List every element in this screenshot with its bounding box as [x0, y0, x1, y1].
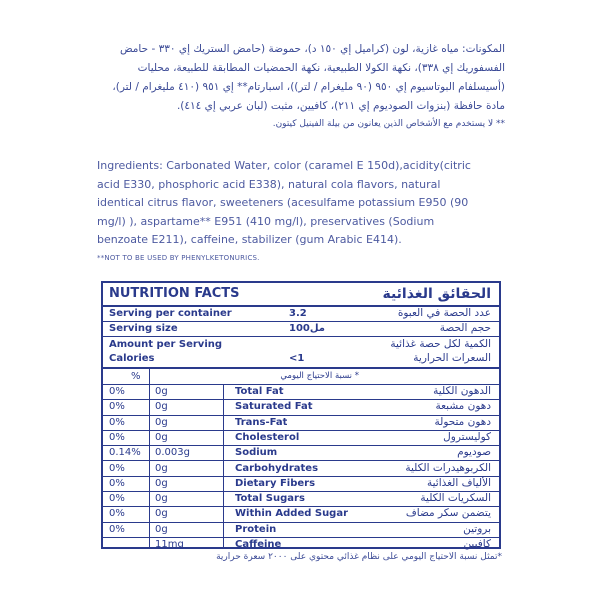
nutrient-row — [103, 430, 499, 446]
english-ingredients-line: identical citrus flavor, sweeteners (acesulfame potassium E950 (90 — [97, 196, 469, 209]
english-ingredients-line: acid E330, phosphoric acid E338), natural cola flavors, natural — [97, 177, 441, 191]
nutrient-amount: 0.003g — [155, 447, 190, 459]
nutrition-title-arabic: الحقائق الغذائية — [382, 286, 491, 302]
nutrient-name: Carbohydrates — [235, 462, 319, 474]
nutrient-name: Caffeine — [235, 539, 282, 550]
nutrient-name: Total Fat — [235, 386, 284, 397]
nutrient-amount: 0g — [155, 401, 168, 413]
nutrient-name: Protein — [235, 523, 277, 535]
percent-header-row — [103, 369, 499, 385]
nutrient-amount: 0g — [155, 416, 168, 428]
nutrient-name: Dietary Fibers — [235, 477, 316, 489]
calories-row — [103, 337, 499, 369]
column-divider — [223, 384, 224, 547]
column-divider — [149, 369, 150, 547]
nutrient-amount: 11mg — [155, 539, 184, 550]
nutrient-name-arabic: دهون متحولة — [434, 415, 491, 428]
percent-header: % — [131, 371, 141, 382]
nutrient-name-arabic: دهون مشبعة — [435, 400, 491, 413]
nutrient-name: Within Added Sugar — [235, 508, 349, 520]
serving-size-label-arabic: حجم الحصة — [439, 322, 491, 334]
nutrient-name-arabic: الدهون الكلية — [433, 385, 491, 397]
nutrient-amount: 0g — [155, 477, 168, 489]
nutrient-name-arabic: الكربوهيدرات الكلية — [405, 461, 491, 474]
nutrient-name-arabic: صوديوم — [457, 446, 491, 459]
nutrient-amount: 0g — [155, 462, 168, 474]
nutrient-name-arabic: السكريات الكلية — [420, 492, 491, 505]
nutrient-percent: 0% — [109, 493, 125, 505]
calories-label-arabic: السعرات الحرارية — [413, 352, 491, 364]
arabic-ingredients-line: المكونات: مياه غازية، لون (كراميل إي ١٥٠ د)، حموضة (حامض الستريك إي ٣٣٠ - حامض — [119, 43, 505, 55]
nutrient-name-arabic: الألياف الغذائية — [426, 476, 491, 489]
percent-header-arabic: * نسبة الاحتياج اليومي — [280, 371, 359, 381]
nutrient-amount: 0g — [155, 431, 168, 443]
nutrient-percent: 0% — [109, 477, 125, 489]
nutrient-amount: 0g — [155, 523, 168, 535]
english-ingredients — [97, 157, 505, 264]
arabic-ingredients-line: مادة حافظة (بنزوات الصوديوم إي ٢١١)، كافيين، مثبت (لبان عربي إي ٤١٤). — [176, 100, 505, 112]
nutrition-title: NUTRITION FACTS — [109, 286, 240, 301]
english-ingredients-line: benzoate E211), caffeine, stabilizer (gum Arabic E414). — [97, 233, 402, 246]
servings-label-arabic: عدد الحصة في العبوة — [397, 307, 491, 319]
nutrient-name-arabic: بروتين — [463, 522, 491, 535]
serving-size-label: Serving size — [109, 323, 178, 334]
nutrient-amount: 0g — [155, 386, 168, 397]
serving-size-value: 100مل — [289, 323, 325, 334]
nutrient-percent: 0% — [109, 416, 125, 428]
nutrient-row — [103, 399, 499, 415]
servings-value: 3.2 — [289, 308, 307, 319]
nutrient-row — [103, 384, 499, 400]
nutrient-percent: 0% — [109, 462, 125, 474]
nutrient-row — [103, 461, 499, 477]
nutrient-row — [103, 445, 499, 461]
nutrient-amount: 0g — [155, 493, 168, 505]
arabic-ingredients-line: (أسيسلفام البوتاسيوم إي ٩٥٠ (٩٠ مليغرام / لتر))، اسبارتام** إي ٩٥١ (٤١٠ مليغرام / لتر)، — [112, 81, 505, 93]
amount-per-serving-arabic: الكمية لكل حصة غذائية — [390, 338, 491, 350]
nutrient-name: Saturated Fat — [235, 401, 313, 413]
serving-size-row — [103, 321, 499, 337]
nutrient-percent: 0% — [109, 386, 125, 397]
nutrient-name-arabic: كوليسترول — [443, 430, 491, 443]
nutrient-percent: 0% — [109, 523, 125, 535]
daily-value-footnote: *تمثل نسبة الاحتياج اليومي على نظام غذائي محتوي على ٢٠٠٠ سعرة حرارية — [216, 552, 502, 562]
nutrient-percent: 0% — [109, 431, 125, 443]
nutrient-amount: 0g — [155, 508, 168, 520]
nutrient-name: Trans-Fat — [235, 416, 288, 428]
nutrient-row — [103, 506, 499, 522]
nutrition-facts-panel — [101, 281, 501, 549]
nutrient-percent: 0.14% — [109, 447, 141, 459]
nutrient-row — [103, 415, 499, 431]
nutrient-percent: 0% — [109, 508, 125, 520]
calories-label: Calories — [109, 353, 155, 364]
nutrient-name: Cholesterol — [235, 431, 300, 443]
nutrient-name: Sodium — [235, 447, 278, 459]
arabic-ingredients — [95, 40, 505, 131]
arabic-ingredients-line: الفسفوريك إي ٣٣٨)، نكهة الكولا الطبيعية، نكهة الحمضيات المطابقة للطبيعة، محليات — [137, 62, 505, 74]
nutrient-name-arabic: يتضمن سكر مضاف — [405, 507, 491, 520]
nutrient-percent: 0% — [109, 401, 125, 413]
arabic-ingredients-note: ** لا يستخدم مع الأشخاص الذين يعانون من بيلة الفينيل كيتون. — [272, 119, 505, 129]
english-ingredients-line: mg/l) ), aspartame** E951 (410 mg/l), preservatives (Sodium — [97, 214, 435, 228]
servings-label: Serving per container — [109, 308, 232, 319]
nutrient-name: Total Sugars — [235, 493, 305, 505]
calories-value: <1 — [289, 353, 305, 364]
nutrient-row — [103, 522, 499, 538]
english-ingredients-line: Ingredients: Carbonated Water, color (caramel E 150d),acidity(citric — [97, 159, 471, 172]
nutrition-title-row — [103, 283, 499, 307]
nutrient-name-arabic: كافيين — [463, 538, 491, 550]
amount-per-serving-label: Amount per Serving — [109, 339, 223, 350]
nutrient-row — [103, 476, 499, 492]
servings-row — [103, 306, 499, 322]
english-ingredients-note: **NOT TO BE USED BY PHENYLKETONURICS. — [97, 253, 260, 262]
nutrient-row — [103, 491, 499, 507]
